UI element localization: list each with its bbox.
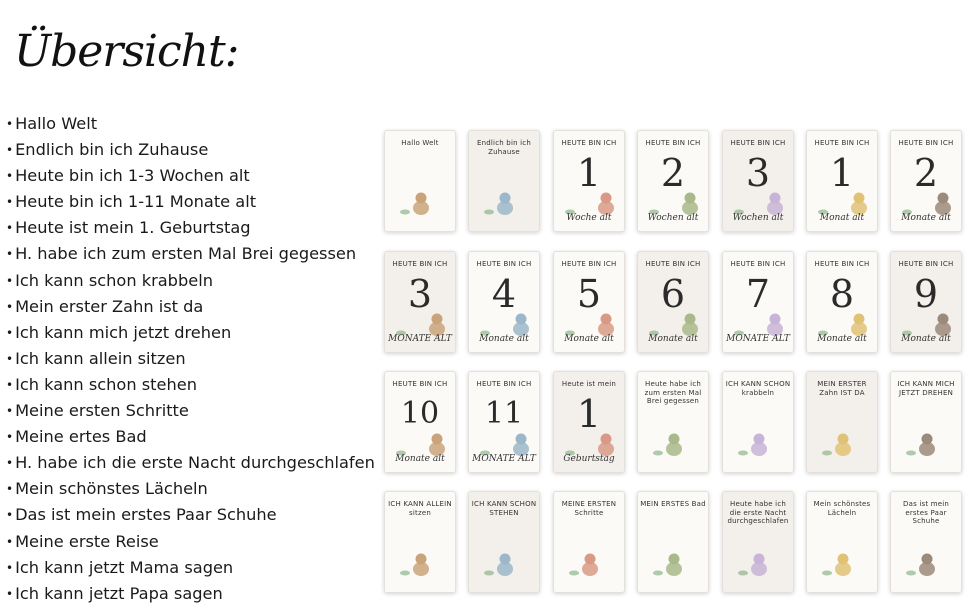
milestone-card xyxy=(637,491,709,593)
milestone-card xyxy=(468,491,540,593)
card-title: HEUTE BIN ICH xyxy=(392,260,448,268)
card-number: 3 xyxy=(745,151,771,195)
card-number: 9 xyxy=(913,272,939,316)
bullet-icon: • xyxy=(6,325,14,340)
card-title: HEUTE BIN ICH xyxy=(392,380,448,388)
card-subtitle: Monate alt xyxy=(479,334,529,344)
animal-illustration-icon xyxy=(899,547,955,583)
card-number: 7 xyxy=(745,272,771,316)
card-subtitle: Wochen alt xyxy=(732,213,784,223)
list-item-label: Meine ertes Bad xyxy=(15,427,147,447)
milestone-card xyxy=(468,130,540,232)
card-title: Das ist mein erstes Paar Schuhe xyxy=(902,500,950,525)
list-item xyxy=(6,137,375,163)
animal-illustration-icon xyxy=(477,547,533,583)
list-item-label: Ich kann schon stehen xyxy=(15,374,197,394)
card-title: MEINE ERSTEN Schritte xyxy=(561,500,617,517)
card-title: ICH KANN MICH JETZT DREHEN xyxy=(897,380,955,397)
card-subtitle: MONATE ALT xyxy=(388,334,452,344)
animal-illustration-icon xyxy=(646,427,702,463)
list-item xyxy=(6,346,375,372)
animal-illustration-icon xyxy=(477,186,533,222)
card-title: HEUTE BIN ICH xyxy=(645,139,701,147)
milestone-card xyxy=(384,251,456,353)
bullet-icon: • xyxy=(6,351,14,366)
list-item-label: Ich kann schon krabbeln xyxy=(15,270,213,290)
card-number: 6 xyxy=(660,272,686,316)
list-item xyxy=(6,555,375,581)
card-title: HEUTE BIN ICH xyxy=(730,260,786,268)
card-title: Heute ist mein xyxy=(561,380,617,388)
card-subtitle: Monate alt xyxy=(395,454,445,464)
bullet-icon: • xyxy=(6,221,14,236)
card-grid xyxy=(384,130,970,600)
list-item xyxy=(6,424,375,450)
bullet-icon: • xyxy=(6,456,14,471)
milestone-card xyxy=(384,130,456,232)
list-item xyxy=(6,529,375,555)
bullet-icon: • xyxy=(6,586,14,601)
milestone-card xyxy=(806,130,878,232)
card-number: 1 xyxy=(829,151,855,195)
card-title: HEUTE BIN ICH xyxy=(730,139,786,147)
card-number: 4 xyxy=(491,272,517,316)
milestone-card xyxy=(637,130,709,232)
milestone-card xyxy=(722,130,794,232)
milestone-card xyxy=(384,371,456,473)
milestone-card xyxy=(890,130,962,232)
card-subtitle: Monate alt xyxy=(901,213,951,223)
milestone-card xyxy=(637,371,709,473)
list-item xyxy=(6,502,375,528)
card-subtitle: MONATE ALT xyxy=(472,454,536,464)
list-item xyxy=(6,241,375,267)
milestone-card xyxy=(890,491,962,593)
list-item-label: Ich kann mich jetzt drehen xyxy=(15,322,232,342)
list-item xyxy=(6,111,375,137)
card-number: 1 xyxy=(576,392,602,436)
animal-illustration-icon xyxy=(815,547,871,583)
bullet-icon: • xyxy=(6,560,14,575)
milestone-card xyxy=(806,371,878,473)
list-item-label: Ich kann jetzt Papa sagen xyxy=(15,583,223,603)
animal-illustration-icon xyxy=(899,427,955,463)
card-number: 2 xyxy=(660,151,686,195)
animal-illustration-icon xyxy=(562,547,618,583)
animal-illustration-icon xyxy=(731,547,787,583)
list-item xyxy=(6,450,375,476)
card-subtitle: Monate alt xyxy=(817,334,867,344)
card-title: MEIN ERSTES Bad xyxy=(640,500,706,508)
milestone-card xyxy=(468,371,540,473)
bullet-icon: • xyxy=(6,377,14,392)
list-item-label: Heute bin ich 1-3 Wochen alt xyxy=(15,166,250,186)
card-title: ICH KANN SCHON krabbeln xyxy=(725,380,791,397)
milestone-card xyxy=(806,491,878,593)
card-title: HEUTE BIN ICH xyxy=(814,139,870,147)
list-item-label: Heute bin ich 1-11 Monate alt xyxy=(15,192,257,212)
bullet-icon: • xyxy=(6,482,14,497)
card-subtitle: MONATE ALT xyxy=(726,334,790,344)
card-title: HEUTE BIN ICH xyxy=(561,139,617,147)
list-item-label: Meine ersten Schritte xyxy=(15,401,189,421)
milestone-card xyxy=(553,491,625,593)
animal-illustration-icon xyxy=(393,547,449,583)
bullet-icon: • xyxy=(6,195,14,210)
card-number: 5 xyxy=(576,272,602,316)
card-title: HEUTE BIN ICH xyxy=(645,260,701,268)
card-subtitle: Woche alt xyxy=(566,213,612,223)
milestone-card xyxy=(890,251,962,353)
list-item-label: Mein schönstes Lächeln xyxy=(15,479,208,499)
card-subtitle: Monate alt xyxy=(564,334,614,344)
bullet-icon: • xyxy=(6,508,14,523)
animal-illustration-icon xyxy=(731,427,787,463)
milestone-list xyxy=(6,111,375,607)
bullet-icon: • xyxy=(6,299,14,314)
list-item-label: H. habe ich zum ersten Mal Brei gegessen xyxy=(15,244,357,264)
bullet-icon: • xyxy=(6,117,14,131)
card-number: 10 xyxy=(400,396,440,431)
card-title: Heute habe ich zum ersten Mal Brei gegessen xyxy=(644,380,702,405)
card-number: 11 xyxy=(484,396,524,431)
bullet-icon: • xyxy=(6,430,14,445)
card-number: 2 xyxy=(913,151,939,195)
list-item xyxy=(6,476,375,502)
card-title: ICH KANN ALLEIN sitzen xyxy=(388,500,452,517)
bullet-icon: • xyxy=(6,404,14,419)
card-title: HEUTE BIN ICH xyxy=(898,260,954,268)
milestone-card xyxy=(384,491,456,593)
milestone-card xyxy=(806,251,878,353)
card-number: 8 xyxy=(829,272,855,316)
card-title: HEUTE BIN ICH xyxy=(561,260,617,268)
card-title: HEUTE BIN ICH xyxy=(898,139,954,147)
card-subtitle: Wochen alt xyxy=(647,213,699,223)
list-item-label: Das ist mein erstes Paar Schuhe xyxy=(15,505,277,525)
page-heading: Übersicht: xyxy=(14,26,239,77)
card-subtitle: Monate alt xyxy=(901,334,951,344)
list-item-label: Mein erster Zahn ist da xyxy=(15,296,204,316)
list-item-label: Meine erste Reise xyxy=(15,531,159,551)
list-item-label: Heute ist mein 1. Geburtstag xyxy=(15,218,251,238)
bullet-icon: • xyxy=(6,143,14,158)
milestone-card xyxy=(722,491,794,593)
list-item xyxy=(6,268,375,294)
card-title: HEUTE BIN ICH xyxy=(476,260,532,268)
card-title: Mein schönstes Lächeln xyxy=(813,500,871,517)
animal-illustration-icon xyxy=(646,547,702,583)
milestone-card xyxy=(890,371,962,473)
milestone-card xyxy=(553,130,625,232)
animal-illustration-icon xyxy=(815,427,871,463)
list-item xyxy=(6,215,375,241)
list-item xyxy=(6,294,375,320)
list-item xyxy=(6,163,375,189)
bullet-icon: • xyxy=(6,273,14,288)
list-item xyxy=(6,581,375,607)
milestone-card xyxy=(722,251,794,353)
list-item-label: Ich kann jetzt Mama sagen xyxy=(15,557,234,577)
bullet-icon: • xyxy=(6,247,14,262)
card-subtitle: Monat alt xyxy=(819,213,865,223)
card-title: Endlich bin ich Zuhause xyxy=(477,139,531,156)
list-item-label: H. habe ich die erste Nacht durchgeschlafen xyxy=(15,453,375,473)
list-item xyxy=(6,320,375,346)
milestone-card xyxy=(722,371,794,473)
list-item-label: Ich kann allein sitzen xyxy=(15,348,186,368)
card-title: HEUTE BIN ICH xyxy=(814,260,870,268)
card-title: ICH KANN SCHON STEHEN xyxy=(471,500,537,517)
card-title: Hallo Welt xyxy=(401,139,439,147)
bullet-icon: • xyxy=(6,169,14,184)
milestone-card xyxy=(637,251,709,353)
card-title: HEUTE BIN ICH xyxy=(476,380,532,388)
milestone-card xyxy=(553,371,625,473)
card-number: 3 xyxy=(407,272,433,316)
list-item xyxy=(6,372,375,398)
bullet-icon: • xyxy=(6,534,14,549)
list-item xyxy=(6,398,375,424)
card-subtitle: Monate alt xyxy=(648,334,698,344)
card-number: 1 xyxy=(576,151,602,195)
card-title: MEIN ERSTER Zahn IST DA xyxy=(817,380,867,397)
animal-illustration-icon xyxy=(393,186,449,222)
card-title: Heute habe ich die erste Nacht durchgeschlafen xyxy=(727,500,789,525)
milestone-card xyxy=(468,251,540,353)
milestone-card xyxy=(553,251,625,353)
list-item-label: Endlich bin ich Zuhause xyxy=(15,140,209,160)
list-item-label: Hallo Welt xyxy=(15,114,98,133)
list-item xyxy=(6,189,375,215)
card-subtitle: Geburtstag xyxy=(563,454,615,464)
